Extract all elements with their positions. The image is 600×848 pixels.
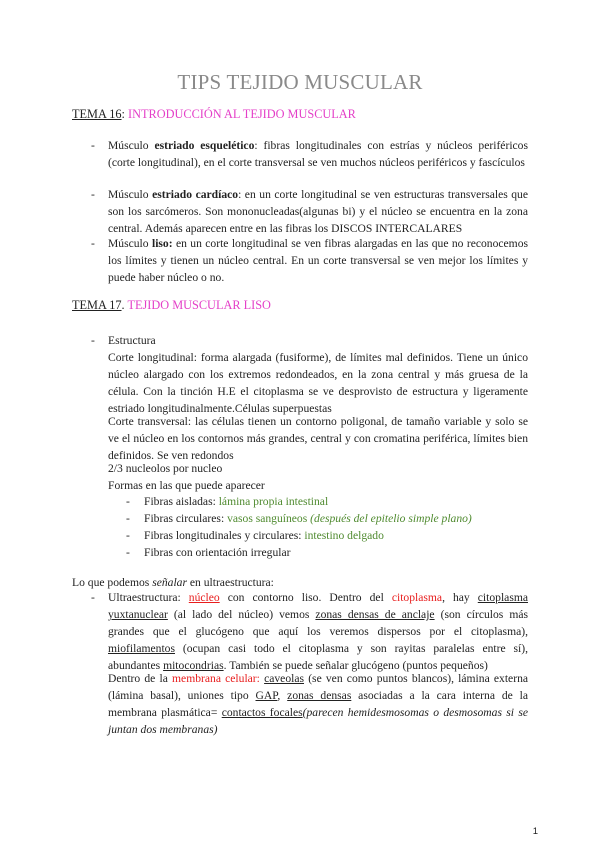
italic-note: (parecen hemidesmosomas o desmosomas si se juntan dos membranas): [108, 706, 528, 736]
page-number: 1: [532, 826, 538, 837]
bullet-dash: -: [91, 591, 95, 604]
list-item-cardiaco: [108, 186, 528, 237]
bullet-dash: -: [126, 546, 130, 559]
text: asociadas a la cara interna de la membrana plasmática=: [108, 689, 528, 719]
text: Ultraestructura:: [108, 591, 189, 604]
item-text: Músculo: [108, 139, 155, 152]
term-membrana-celular: membrana celular:: [172, 672, 260, 685]
term-caveolas: caveolas: [264, 672, 305, 685]
term-nucleo: núcleo: [188, 591, 220, 604]
intro-text: en ultraestructura:: [186, 576, 274, 589]
item-text: : fibras longitudinales con estrías y núcleos periféricos (corte longitudinal), en el corte transversal se ven muchos núcleos periféricos y fascículos: [108, 139, 528, 169]
corte-transversal-text: Corte transversal: las células tienen un contorno poligonal, de tamaño variable y solo se ve el núcleo en los contornos más grandes, central y con cromatina periférica, límites bien definidos. Se ven redondos: [108, 415, 528, 462]
bullet-dash: -: [91, 188, 95, 201]
membrana-paragraph: [108, 670, 528, 738]
forma-location: lámina propia intestinal: [218, 495, 329, 508]
intro-italic: señalar: [152, 576, 187, 589]
estructura-label: Estructura: [108, 334, 156, 347]
text: con contorno liso. Dentro del: [219, 591, 392, 604]
term-zonas-densas: zonas densas: [287, 689, 352, 702]
text: , hay: [442, 591, 478, 604]
text: (se ven como puntos blancos), lámina externa (lámina basal), uniones tipo: [108, 672, 529, 702]
bullet-dash: -: [91, 139, 95, 152]
bullet-dash: -: [91, 334, 95, 347]
term-citoplasma: citoplasma: [391, 591, 443, 604]
intro-text: Lo que podemos: [72, 576, 153, 589]
tema17-separator: .: [121, 298, 128, 312]
item-text: en un corte longitudinal se ven fibras alargadas en las que no reconocemos los límites y tienen un núcleo central. En un corte transversal se ven mejor los límites y puede haber núcleo o no.: [108, 237, 528, 284]
section-heading-tema17: [72, 297, 271, 314]
forma-item: [144, 527, 534, 544]
item-text: : en un corte longitudinal se ven estructuras transversales que son los sarcómeros. Son mononucleadas(algunas bi) y el núcleo se encuentra en la zona central. Además aparecen entre en las fibras los DISCOS INTERCALARES: [108, 188, 528, 235]
tema17-label: TEMA 17: [72, 298, 122, 312]
nucleolos-text: 2/3 nucleolos por nucleo: [108, 462, 223, 475]
forma-note: (después del epitelio simple plano): [310, 512, 472, 525]
forma-location: vasos sanguíneos: [227, 512, 311, 525]
tema16-label: TEMA 16: [72, 107, 122, 121]
forma-item: [144, 510, 534, 527]
forma-text: Fibras con orientación irregular: [144, 546, 291, 559]
text: (son círculos más grandes que el glucógeno que aquí los veremos dispersos por el citoplasma),: [108, 608, 528, 638]
bullet-dash: -: [126, 495, 130, 508]
bullet-dash: -: [126, 529, 130, 542]
formas-intro: Formas en las que puede aparecer: [108, 479, 265, 492]
term-gap: GAP: [255, 689, 278, 702]
text: (ocupan casi todo el citoplasma y son rayitas paralelas entre sí), abundantes: [108, 642, 528, 672]
text: . También se puede señalar glucógeno (puntos pequeños): [223, 659, 488, 672]
item-bold-term: liso:: [151, 237, 173, 250]
bullet-dash: -: [126, 512, 130, 525]
text: (al lado del núcleo) vemos: [167, 608, 316, 621]
forma-item: [144, 544, 534, 561]
forma-item: [144, 493, 534, 510]
term-zonas-densas-anclaje: zonas densas de anclaje: [315, 608, 435, 621]
term-citoplasma-yuxtanuclear: citoplasma yuxtanuclear: [108, 591, 528, 621]
page-title: TIPS TEJIDO MUSCULAR: [177, 70, 423, 94]
forma-location: intestino delgado: [304, 529, 384, 542]
item-text: Músculo: [108, 188, 153, 201]
section-heading-tema16: [72, 106, 356, 123]
corte-longitudinal-text: Corte longitudinal: forma alargada (fusiforme), de límites mal definidos. Tiene un único núcleo alargado con los extremos redondeados, en la zona central y más gruesa de la célula. Con la tinción H.E el citoplasma se ve desprovisto de estructura y ligeramente estriado longitudinalmente.Células superpuestas: [108, 351, 528, 415]
forma-text: Fibras aisladas:: [144, 495, 219, 508]
forma-text: Fibras circulares:: [144, 512, 228, 525]
term-contactos-focales: contactos focales: [221, 706, 303, 719]
term-miofilamentos: miofilamentos: [108, 642, 175, 655]
tema16-separator: :: [121, 107, 129, 121]
list-item-liso: [108, 235, 528, 286]
item-bold-term: estriado esquelético: [154, 139, 255, 152]
text: Dentro de la: [108, 672, 173, 685]
bullet-dash: -: [91, 237, 95, 250]
text: ,: [277, 689, 288, 702]
item-text: Músculo: [108, 237, 152, 250]
item-bold-term: estriado cardíaco: [152, 188, 239, 201]
list-item-esqueletico: [108, 137, 528, 171]
tema17-title: TEJIDO MUSCULAR LISO: [127, 298, 271, 312]
forma-text: Fibras longitudinales y circulares:: [144, 529, 305, 542]
tema16-title: INTRODUCCIÓN AL TEJIDO MUSCULAR: [128, 107, 356, 121]
ultraestructura-paragraph: [108, 589, 528, 674]
term-mitocondrias: mitocondrias: [163, 659, 224, 672]
